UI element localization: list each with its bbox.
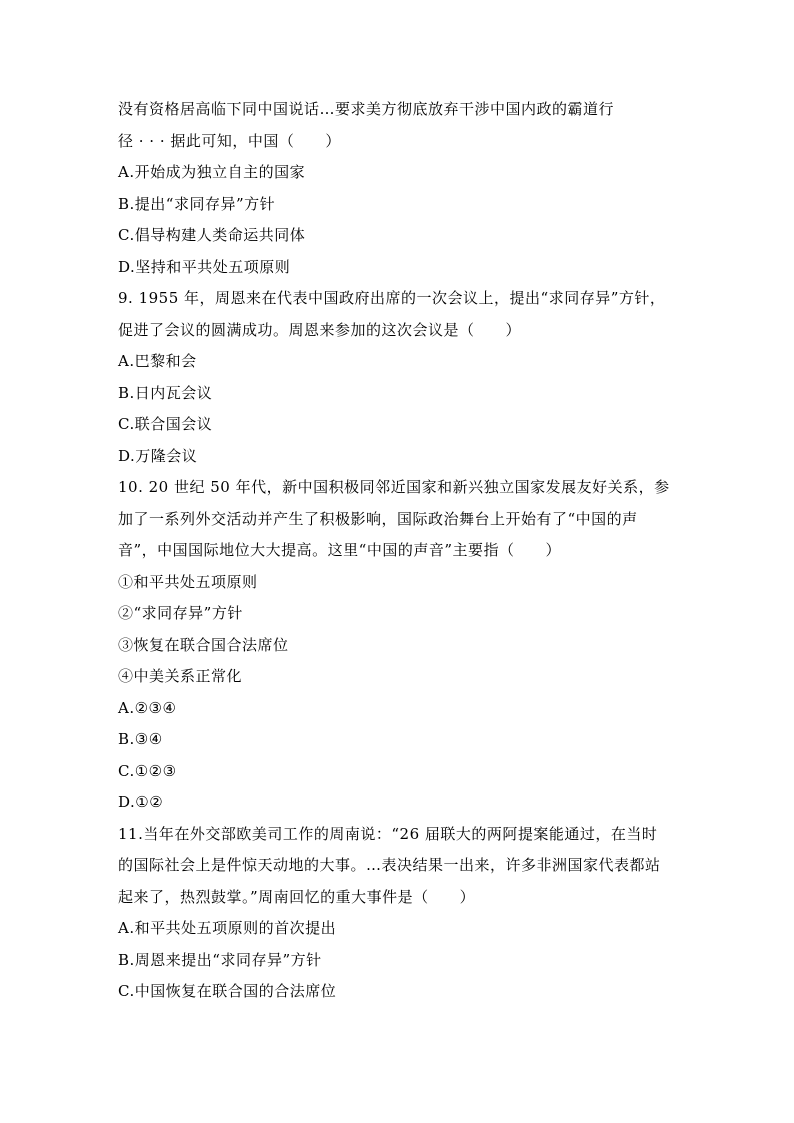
option-line: A.开始成为独立自主的国家 (118, 163, 306, 181)
statement-line: ③恢复在联合国合法席位 (118, 635, 289, 654)
option-line: B.周恩来提出“求同存异”方针 (118, 950, 322, 969)
question-text (118, 94, 678, 1008)
question-10-stem: 音”，中国国际地位大大提高。这里“中国的声音”主要指（ ） (118, 541, 562, 559)
question-11-stem: 11.当年在外交部欧美司工作的周南说：“26 届联大的两阿提案能通过，在当时 (118, 824, 658, 843)
option-line: C.联合国会议 (118, 415, 213, 433)
option-line: A.②③④ (118, 698, 177, 717)
question-11-stem: 的国际社会上是件惊天动地的大事。…表决结果一出来，许多非洲国家代表都站 (118, 856, 661, 874)
option-line: B.日内瓦会议 (118, 383, 213, 402)
option-line: B.③④ (118, 730, 163, 748)
question-10-stem: 10. 20 世纪 50 年代，新中国积极同邻近国家和新兴独立国家发展友好关系，参 (118, 478, 670, 496)
statement-line: ④中美关系正常化 (118, 667, 243, 685)
option-line: D.①② (118, 793, 164, 811)
question-10-stem: 加了一系列外交活动并产生了积极影响，国际政治舞台上开始有了“中国的声 (118, 509, 638, 528)
option-line: C.中国恢复在联合国的合法席位 (118, 982, 337, 1000)
option-line: C.倡导构建人类命运共同体 (118, 226, 306, 244)
question-9-stem: 9. 1955 年，周恩来在代表中国政府出席的一次会议上，提出“求同存异”方针， (118, 289, 666, 307)
option-line: D.万隆会议 (118, 446, 198, 465)
option-line: D.坚持和平共处五项原则 (118, 257, 291, 276)
question-11-stem: 起来了，热烈鼓掌。”周南回忆的重大事件是（ ） (118, 887, 476, 906)
statement-line: ①和平共处五项原则 (118, 572, 258, 591)
text-line: 没有资格居高临下同中国说话…要求美方彻底放弃干涉中国内政的霸道行 (118, 100, 615, 118)
option-line: A.巴黎和会 (118, 352, 197, 370)
option-line: B.提出“求同存异”方针 (118, 194, 276, 213)
statement-line: ②“求同存异”方针 (118, 604, 243, 622)
option-line: A.和平共处五项原则的首次提出 (118, 919, 337, 937)
option-line: C.①②③ (118, 761, 177, 780)
question-9-stem: 促进了会议的圆满成功。周恩来参加的这次会议是（ ） (118, 320, 522, 339)
text-line: 径 · · · 据此可知，中国（ ） (118, 131, 341, 150)
